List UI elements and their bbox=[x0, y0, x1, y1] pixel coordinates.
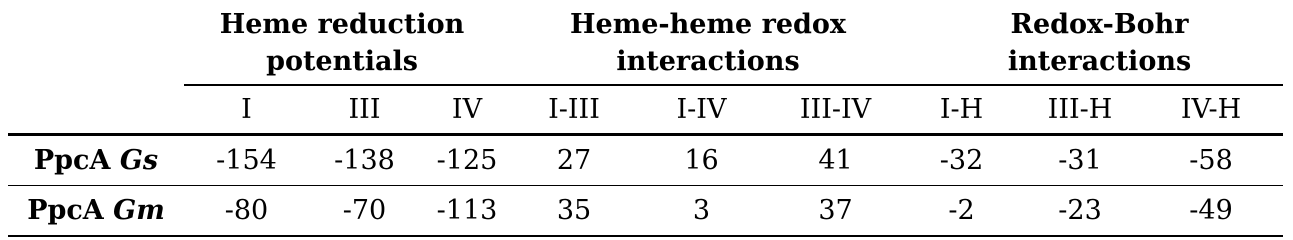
sub-header-cell: I-IV bbox=[634, 85, 769, 135]
table-cell: -138 bbox=[309, 135, 420, 186]
group-header-line1: Heme reduction bbox=[219, 9, 465, 40]
table-cell: -113 bbox=[420, 186, 514, 237]
table-cell: 16 bbox=[634, 135, 769, 186]
row-label bbox=[8, 135, 184, 186]
data-table bbox=[8, 4, 1283, 237]
table-cell: 37 bbox=[769, 186, 902, 237]
group-header-line2: potentials bbox=[266, 46, 418, 77]
group-header-reduction-potentials bbox=[184, 4, 514, 85]
table-cell: -23 bbox=[1021, 186, 1139, 237]
group-header-line2: interactions bbox=[1007, 46, 1192, 77]
row-label-species: Gm bbox=[113, 195, 165, 226]
sub-header-row bbox=[8, 85, 1283, 135]
table-row bbox=[8, 186, 1283, 237]
sub-header-cell: IV bbox=[420, 85, 514, 135]
sub-header-cell: III bbox=[309, 85, 420, 135]
table-cell: -154 bbox=[184, 135, 309, 186]
table-cell: -31 bbox=[1021, 135, 1139, 186]
table-cell: 41 bbox=[769, 135, 902, 186]
table-cell: -80 bbox=[184, 186, 309, 237]
table-cell: -70 bbox=[309, 186, 420, 237]
table-row bbox=[8, 135, 1283, 186]
group-header-row bbox=[8, 4, 1283, 85]
sub-header-cell: I-III bbox=[514, 85, 634, 135]
table-cell: 3 bbox=[634, 186, 769, 237]
sub-header-cell: III-H bbox=[1021, 85, 1139, 135]
group-header-line1: Heme-heme redox bbox=[570, 9, 846, 40]
table-cell: 27 bbox=[514, 135, 634, 186]
sub-header-cell: IV-H bbox=[1139, 85, 1283, 135]
sub-header-cell: I bbox=[184, 85, 309, 135]
table-cell: -2 bbox=[902, 186, 1021, 237]
sub-header-cell: III-IV bbox=[769, 85, 902, 135]
group-header-redox-bohr bbox=[902, 4, 1283, 85]
row-label-species: Gs bbox=[119, 145, 159, 176]
row-label bbox=[8, 186, 184, 237]
table-cell: -32 bbox=[902, 135, 1021, 186]
group-header-line1: Redox-Bohr bbox=[1010, 9, 1189, 40]
group-header-redox-interactions bbox=[514, 4, 902, 85]
table-cell: -58 bbox=[1139, 135, 1283, 186]
table-cell: 35 bbox=[514, 186, 634, 237]
row-label-prefix: PpcA bbox=[33, 145, 120, 176]
table-cell: -125 bbox=[420, 135, 514, 186]
table-cell: -49 bbox=[1139, 186, 1283, 237]
empty-label-header bbox=[8, 85, 184, 135]
row-label-prefix: PpcA bbox=[27, 195, 114, 226]
group-header-line2: interactions bbox=[616, 46, 800, 77]
sub-header-cell: I-H bbox=[902, 85, 1021, 135]
empty-corner-cell bbox=[8, 4, 184, 85]
